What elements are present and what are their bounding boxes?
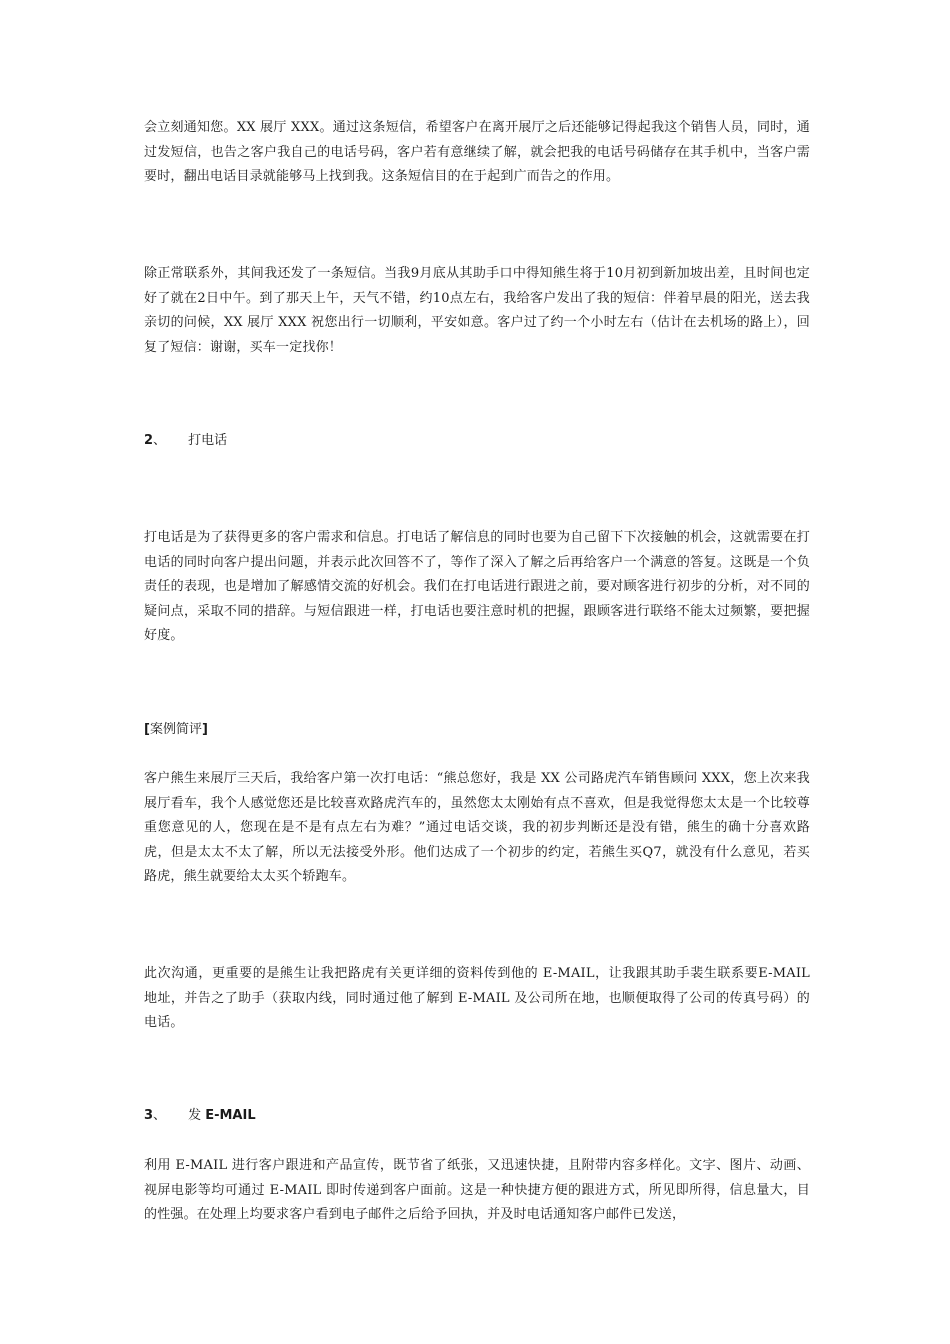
paragraph-sms-purpose: 会立刻通知您。XX 展厅 XXX。通过这条短信，希望客户在离开展厅之后还能够记得起我这个销售人员，同时，通过发短信，也告之客户我自己的电话号码，客户若有意继续了解，就会把我的电话号码储存在其手机中，当客户需要时，翻出电话目录就能够马上找到我。这条短信目的在于起到广而告之的作用。 xyxy=(144,120,810,184)
paragraph-sms-greeting: 除正常联系外，其间我还发了一条短信。当我9月底从其助手口中得知熊生将于10月初到新加坡出差，且时间也定好了就在2日中午。到了那天上午，天气不错，约10点左右，我给客户发出了我的短信：伴着早晨的阳光，送去我亲切的问候，XX 展厅 XXX 祝您出行一切顺利，平安如意。客户过了约一个小时左右（估计在去机场的路上），回复了短信：谢谢，买车一定找你！ xyxy=(144,266,810,355)
case-review-title xyxy=(144,718,208,742)
section-title: 打电话 xyxy=(188,433,228,448)
paragraph-phone-call-purpose: 打电话是为了获得更多的客户需求和信息。打电话了解信息的同时也要为自己留下下次接触的机会，这就需要在打电话的同时向客户提出问题，并表示此次回答不了，等作了深入了解之后再给客户一个满意的答复。这既是一个负责任的表现，也是增加了解感情交流的好机会。我们在打电话进行跟进之前，要对顾客进行初步的分析，对不同的疑问点，采取不同的措辞。与短信跟进一样，打电话也要注意时机的把握，跟顾客进行联络不能太过频繁，要把握好度。 xyxy=(144,530,810,643)
section-separator: 、 xyxy=(153,433,167,448)
section-heading-email xyxy=(144,1104,810,1128)
document-page xyxy=(144,0,810,1344)
paragraph-case-email-followup: 此次沟通，更重要的是熊生让我把路虎有关更详细的资料传到他的 E-MAIL，让我跟其助手裴生联系要E-MAIL 地址，并告之了助手（获取内线，同时通过他了解到 E-MAIL 及公司所在地，也顺便取得了公司的传真号码）的电话。 xyxy=(144,966,810,1030)
bracket-open: [ xyxy=(144,722,150,737)
section-title-suffix: E-MAIL xyxy=(205,1108,256,1123)
paragraph-email-usage: 利用 E-MAIL 进行客户跟进和产品宣传，既节省了纸张，又迅速快捷，且附带内容多样化。文字、图片、动画、视屏电影等均可通过 E-MAIL 即时传递到客户面前。这是一种快捷方便的跟进方式，所见即所得，信息量大，目的性强。在处理上均要求客户看到电子邮件之后给予回执，并及时电话通知客户邮件已发送， xyxy=(144,1158,810,1222)
case-review-label: 案例简评 xyxy=(149,722,202,737)
section-heading-phone-call xyxy=(144,429,810,453)
section-title: 发 xyxy=(188,1108,206,1123)
section-number: 3 xyxy=(144,1108,154,1123)
section-separator: 、 xyxy=(153,1108,167,1123)
bracket-close: ] xyxy=(201,722,208,737)
section-number: 2 xyxy=(144,433,154,448)
paragraph-case-first-call: 客户熊生来展厅三天后，我给客户第一次打电话：“熊总您好，我是 XX 公司路虎汽车销售顾问 XXX，您上次来我展厅看车，我个人感觉您还是比较喜欢路虎汽车的，虽然您太太刚始有点不喜欢，但是我觉得您太太是一个比较尊重您意见的人，您现在是不是有点左右为难？”通过电话交谈，我的初步判断还是没有错，熊生的确十分喜欢路虎，但是太太不太了解，所以无法接受外形。他们达成了一个初步的约定，若熊生买Q7，就没有什么意见，若买路虎，熊生就要给太太买个轿跑车。 xyxy=(144,771,810,884)
